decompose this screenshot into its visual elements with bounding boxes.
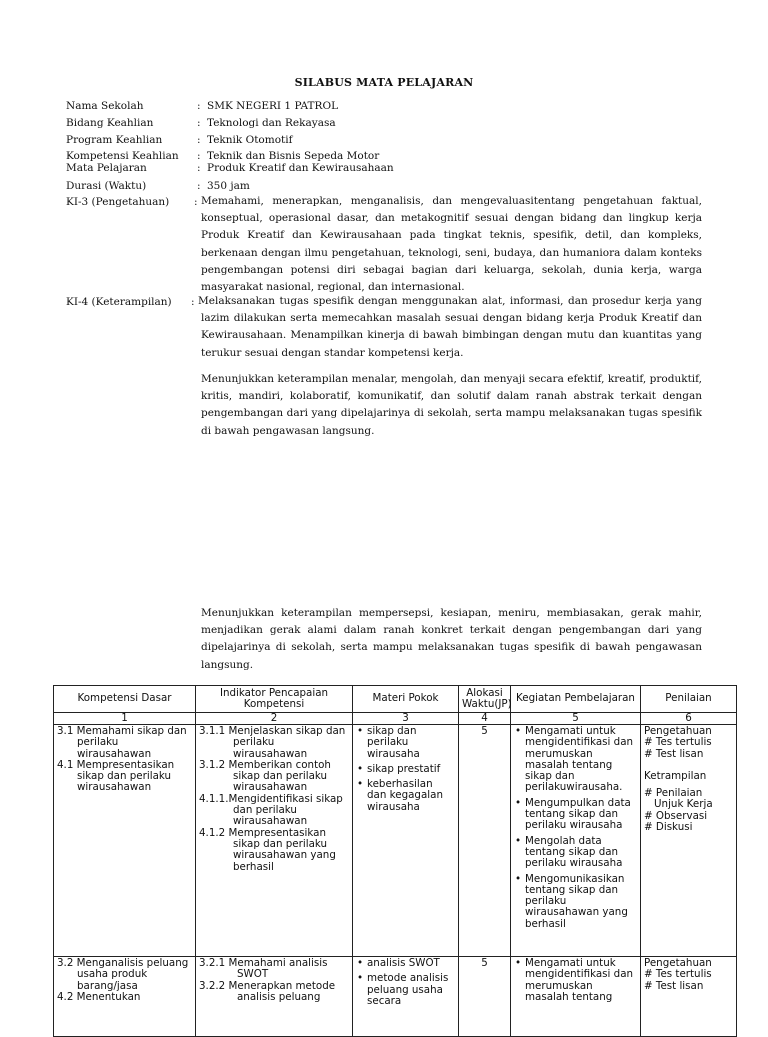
alokasi-cell: 5: [459, 725, 511, 957]
identity-colon: :: [197, 100, 201, 112]
identity-colon: :: [197, 134, 201, 146]
kegiatan-list: [514, 958, 637, 1003]
identity-value: 350 jam: [207, 180, 250, 192]
table-row: [54, 725, 737, 957]
page-title: SILABUS MATA PELAJARAN: [294, 76, 474, 89]
syllabus-table: [53, 685, 737, 1037]
identity-colon: :: [197, 117, 201, 129]
identity-colon: :: [197, 180, 201, 192]
identity-value: Produk Kreatif dan Kewirausahaan: [207, 162, 394, 174]
ki3-label: KI-3 (Pengetahuan): [66, 196, 170, 208]
penilaian-heading: Ketrampilan: [644, 769, 707, 782]
penilaian-item: # Penilaian Unjuk Kerja: [644, 787, 713, 811]
ki3-colon: :: [194, 196, 198, 208]
penilaian-heading: Pengetahuan: [644, 957, 712, 969]
column-header: Materi Pokok: [353, 686, 459, 713]
alokasi-cell: 5: [459, 957, 511, 1037]
kompetensi-dasar-cell: [54, 957, 196, 1037]
identity-colon: :: [197, 150, 201, 162]
ki3-text: Memahami, menerapkan, menganalisis, dan mengevaluasitentang pengetahuan faktual, konseptual, operasional dasar, dan metakognitif sesuai dengan bidang dan lingkup kerja Produk Kreatif dan Kewirausahaan pada tingkat teknis, spesifik, detil, dan kompleks, berkenaan dengan ilmu pengetahuan, teknologi, seni, budaya, dan humaniora dalam konteks pengembangan potensi diri sebagai bagian dari keluarga, sekolah, dunia kerja, warga masyarakat nasional, regional, dan internasional.: [201, 195, 702, 294]
list-item: • Mengamati untuk mengidentifikasi dan merumuskan masalah tentang sikap dan perilakuwirausaha.: [525, 726, 637, 794]
identity-label: Kompetensi Keahlian: [66, 150, 179, 162]
column-number: 5: [511, 713, 641, 725]
indicator-item: 3.2.2 Menerapkan metode analisis peluang: [199, 979, 336, 1003]
identity-value: Teknik dan Bisnis Sepeda Motor: [207, 150, 380, 162]
penilaian-item: # Tes tertulis: [644, 968, 712, 981]
identity-colon: :: [197, 162, 201, 174]
identity-label: Mata Pelajaran: [66, 162, 147, 174]
penilaian-item: # Test lisan: [644, 979, 704, 992]
penilaian-heading: Pengetahuan: [644, 725, 712, 737]
column-header: Kegiatan Pembelajaran: [511, 686, 641, 713]
column-header: Penilaian: [641, 686, 737, 713]
column-number: 3: [353, 713, 459, 725]
ki4-text-2: Menunjukkan keterampilan menalar, mengolah, dan menyaji secara efektif, kreatif, produktif, kritis, mandiri, kolaboratif, komunikatif, dan solutif dalam ranah abstrak terkait dengan pengembangan dari yang dipelajarinya di sekolah, serta mampu melaksanakan tugas spesifik di bawah pengawasan langsung.: [201, 373, 702, 437]
list-item: • Mengamati untuk mengidentifikasi dan merumuskan masalah tentang: [525, 958, 637, 1003]
column-number: 2: [196, 713, 353, 725]
list-item: • analisis SWOT: [367, 958, 455, 969]
indikator-cell: [196, 725, 353, 957]
penilaian-item: # Test lisan: [644, 747, 704, 760]
kegiatan-cell: [511, 725, 641, 957]
list-item: • keberhasilan dan kegagalan wirausaha: [367, 779, 455, 813]
indicator-item: 4.1.1.Mengidentifikasi sikap dan perilaku wirausahawan: [199, 792, 343, 828]
indicator-item: 3.1.1 Menjelaskan sikap dan perilaku wirausahawan: [199, 725, 346, 760]
kd-item: 4.1 Mempresentasikan sikap dan perilaku wirausahawan: [57, 758, 175, 794]
table-row: [54, 957, 737, 1037]
materi-list: [356, 726, 455, 813]
list-item: • sikap dan perilaku wirausaha: [367, 726, 455, 760]
materi-list: [356, 958, 455, 1007]
ki4-colon: :: [191, 296, 195, 308]
indikator-cell: [196, 957, 353, 1037]
ki4-text-1: Melaksanakan tugas spesifik dengan menggunakan alat, informasi, dan prosedur kerja yang lazim dilakukan serta memecahkan masalah sesuai dengan bidang kerja Produk Kreatif dan Kewirausahaan. Menampilkan kinerja di bawah bimbingan dengan mutu dan kuantitas yang terukur sesuai dengan standar kompetensi kerja.: [198, 295, 702, 359]
identity-label: Nama Sekolah: [66, 100, 144, 112]
indicator-item: 3.1.2 Memberikan contoh sikap dan perilaku wirausahawan: [199, 758, 331, 794]
column-number: 4: [459, 713, 511, 725]
kd-item: 4.2 Menentukan: [57, 990, 141, 1003]
column-header: Indikator Pencapaian Kompetensi: [196, 686, 353, 713]
list-item: • Mengomunikasikan tentang sikap dan perilaku wirausahawan yang berhasil: [525, 874, 637, 930]
column-number: 1: [54, 713, 196, 725]
indicator-item: 3.2.1 Memahami analisis SWOT: [199, 957, 328, 981]
identity-value: SMK NEGERI 1 PATROL: [207, 100, 339, 112]
column-header: Kompetensi Dasar: [54, 686, 196, 713]
ki4-label: KI-4 (Keterampilan): [66, 296, 172, 308]
penilaian-item: # Diskusi: [644, 821, 693, 834]
penilaian-item: # Tes tertulis: [644, 736, 712, 749]
identity-label: Program Keahlian: [66, 134, 163, 146]
list-item: • sikap prestatif: [367, 764, 455, 775]
list-item: • metode analisis peluang usaha secara: [367, 973, 455, 1007]
table-header-row: [54, 686, 737, 713]
identity-value: Teknologi dan Rekayasa: [207, 117, 336, 129]
identity-value: Teknik Otomotif: [207, 134, 293, 146]
identity-label: Bidang Keahlian: [66, 117, 154, 129]
column-header: Alokasi Waktu(JP): [459, 686, 511, 713]
penilaian-item: # Observasi: [644, 809, 708, 822]
penilaian-cell: [641, 957, 737, 1037]
kd-item: 3.2 Menganalisis peluang usaha produk barang/jasa: [57, 957, 189, 992]
kegiatan-cell: [511, 957, 641, 1037]
ki4-text-3: Menunjukkan keterampilan mempersepsi, kesiapan, meniru, membiasakan, gerak mahir, menjadikan gerak alami dalam ranah konkret terkait dengan pengembangan dari yang dipelajarinya di sekolah, serta mampu melaksanakan tugas spesifik di bawah pengawasan langsung.: [201, 607, 702, 671]
list-item: • Mengolah data tentang sikap dan perilaku wirausaha: [525, 836, 637, 870]
table-number-row: [54, 713, 737, 725]
materi-cell: [353, 957, 459, 1037]
kegiatan-list: [514, 726, 637, 930]
kd-item: 3.1 Memahami sikap dan perilaku wirausahawan: [57, 725, 187, 760]
list-item: • Mengumpulkan data tentang sikap dan perilaku wirausaha: [525, 798, 637, 832]
penilaian-cell: [641, 725, 737, 957]
materi-cell: [353, 725, 459, 957]
kompetensi-dasar-cell: [54, 725, 196, 957]
column-number: 6: [641, 713, 737, 725]
identity-label: Durasi (Waktu): [66, 180, 147, 192]
indicator-item: 4.1.2 Mempresentasikan sikap dan perilaku wirausahawan yang berhasil: [199, 826, 336, 873]
